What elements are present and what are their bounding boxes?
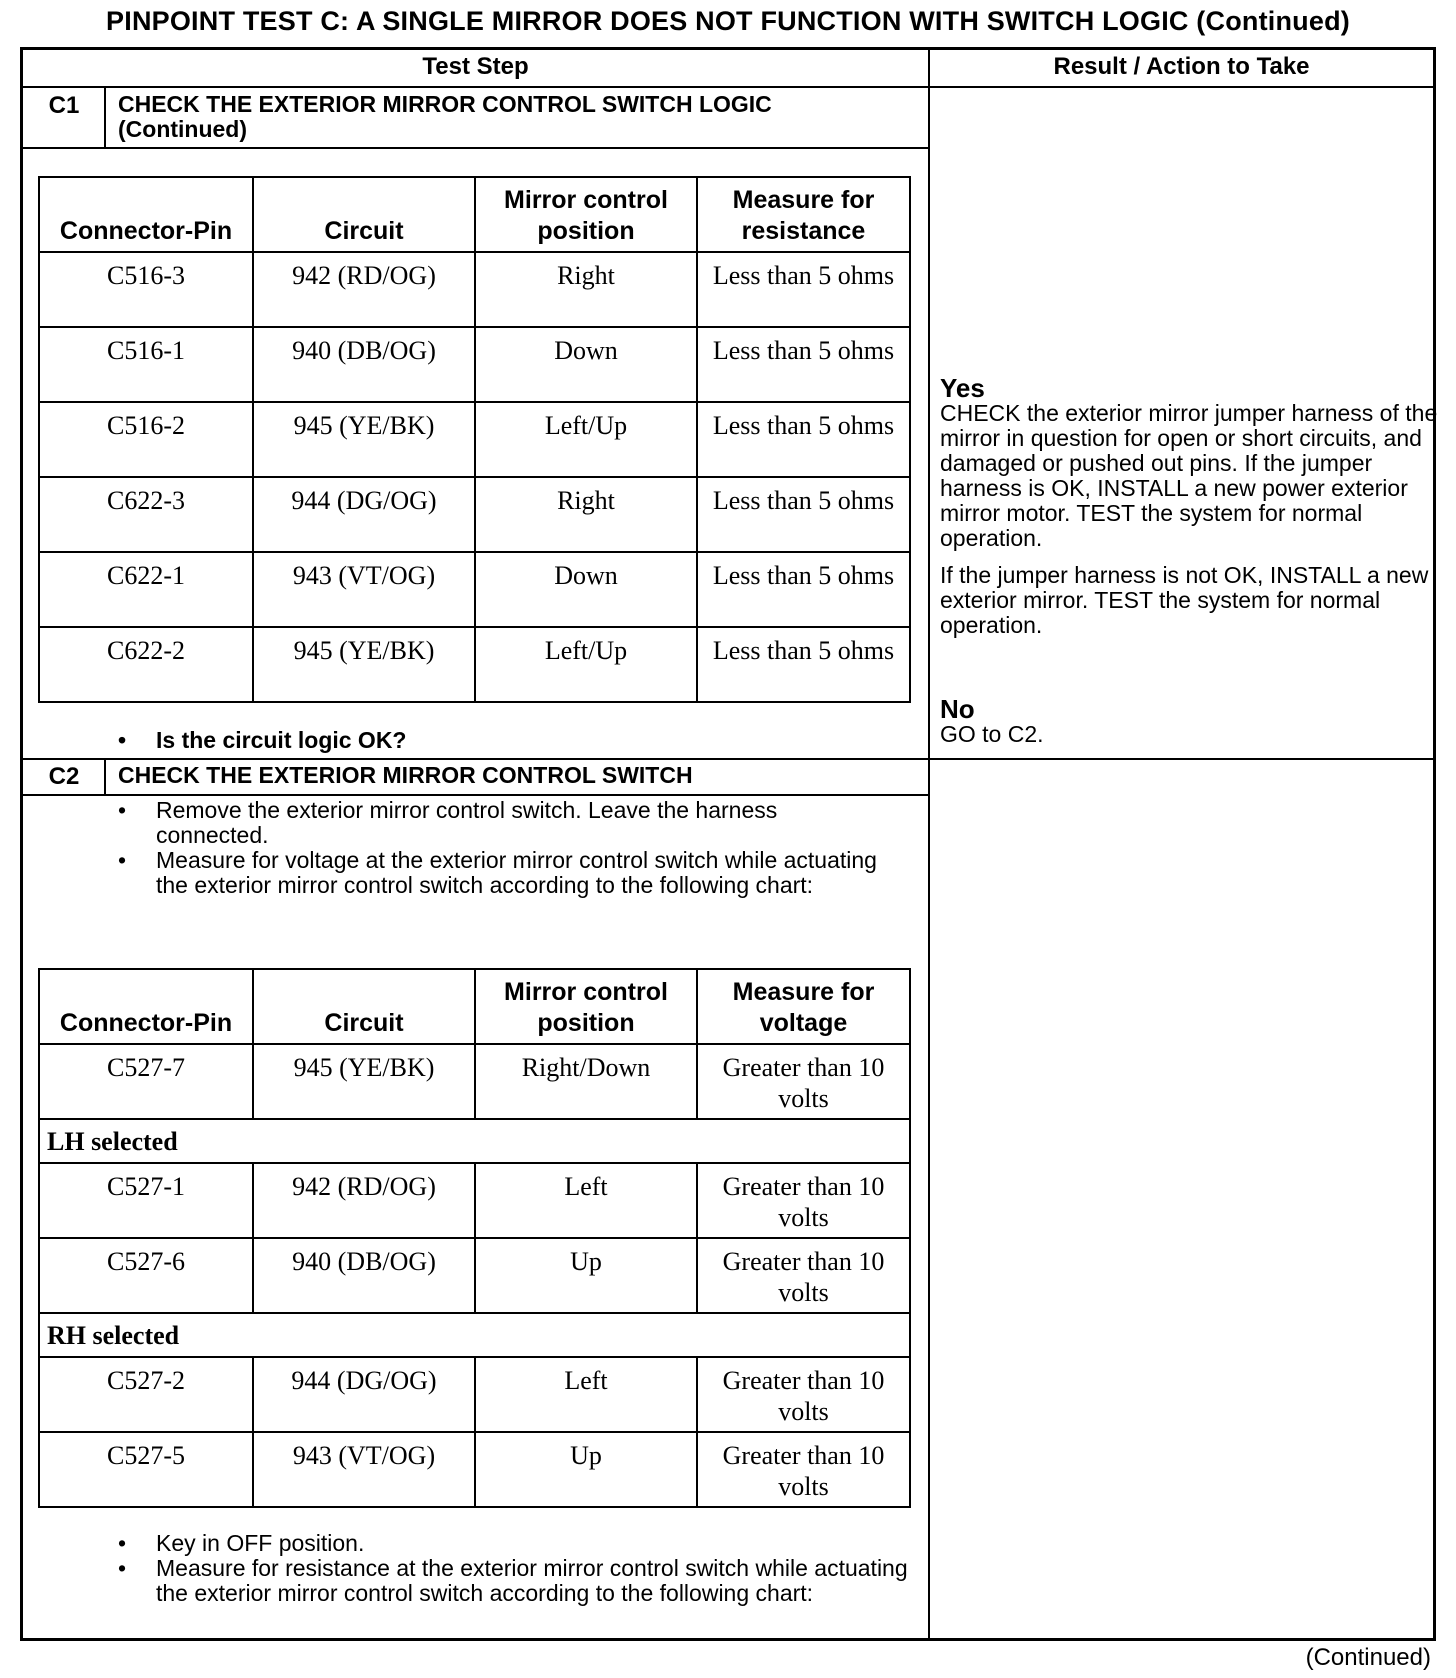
cell-measure: Greater than 10 volts xyxy=(697,1044,910,1119)
list-item xyxy=(118,848,878,898)
cell-connector-pin: C622-1 xyxy=(39,552,253,627)
bullet-dot: • xyxy=(118,1530,127,1556)
footer-continued: (Continued) xyxy=(1305,1644,1431,1671)
cell-position: Left/Up xyxy=(475,627,697,702)
c1-question xyxy=(118,727,406,754)
col-circuit: Circuit xyxy=(253,177,475,252)
cell-position: Right/Down xyxy=(475,1044,697,1119)
c2-instructions-bottom xyxy=(118,1531,908,1606)
cell-measure: Greater than 10 volts xyxy=(697,1432,910,1507)
table-subheader-row xyxy=(39,1119,910,1163)
cell-position: Up xyxy=(475,1432,697,1507)
list-item-text: Remove the exterior mirror control switch. Leave the harness connected. xyxy=(156,797,778,848)
test-step-header: Test Step xyxy=(422,53,529,80)
table-row xyxy=(39,1432,910,1507)
table-subheader-row xyxy=(39,1313,910,1357)
cell-connector-pin: C622-2 xyxy=(39,627,253,702)
step-c2-header-top xyxy=(20,758,1436,760)
frame-column-divider xyxy=(928,47,930,1641)
list-item xyxy=(118,1556,908,1606)
c1-result-no xyxy=(940,694,1440,747)
cell-connector-pin: C527-7 xyxy=(39,1044,253,1119)
cell-circuit: 944 (DG/OG) xyxy=(253,477,475,552)
bullet-dot: • xyxy=(118,1555,127,1581)
bullet-dot: • xyxy=(118,727,127,753)
cell-position: Left xyxy=(475,1357,697,1432)
lh-selected-label: LH selected xyxy=(39,1119,910,1163)
list-item-text: Key in OFF position. xyxy=(156,1530,365,1556)
cell-position: Up xyxy=(475,1238,697,1313)
frame-right xyxy=(1433,47,1436,1641)
cell-measure: Less than 5 ohms xyxy=(697,327,910,402)
step-c1-id: C1 xyxy=(48,92,80,119)
cell-connector-pin: C527-6 xyxy=(39,1238,253,1313)
cell-circuit: 944 (DG/OG) xyxy=(253,1357,475,1432)
cell-measure: Less than 5 ohms xyxy=(697,402,910,477)
cell-connector-pin: C516-3 xyxy=(39,252,253,327)
cell-measure: Greater than 10 volts xyxy=(697,1357,910,1432)
bullet-dot: • xyxy=(118,797,127,823)
col-circuit: Circuit xyxy=(253,969,475,1044)
step-c2-id-divider xyxy=(104,759,106,795)
cell-position: Left/Up xyxy=(475,402,697,477)
cell-circuit: 945 (YE/BK) xyxy=(253,627,475,702)
bullet-dot: • xyxy=(118,847,127,873)
table-row xyxy=(39,252,910,327)
table-row xyxy=(39,1163,910,1238)
cell-position: Right xyxy=(475,477,697,552)
step-c2-title: CHECK THE EXTERIOR MIRROR CONTROL SWITCH xyxy=(118,762,693,788)
c2-instructions-top xyxy=(118,798,878,898)
cell-circuit: 942 (RD/OG) xyxy=(253,1163,475,1238)
cell-connector-pin: C516-1 xyxy=(39,327,253,402)
cell-circuit: 943 (VT/OG) xyxy=(253,1432,475,1507)
cell-connector-pin: C622-3 xyxy=(39,477,253,552)
page-title: PINPOINT TEST C: A SINGLE MIRROR DOES NOT FUNCTION WITH SWITCH LOGIC (Continued) xyxy=(106,6,1350,36)
frame-top xyxy=(20,47,1436,50)
cell-circuit: 945 (YE/BK) xyxy=(253,402,475,477)
col-connector-pin: Connector-Pin xyxy=(39,969,253,1044)
table-row xyxy=(39,477,910,552)
step-c1-title xyxy=(118,92,772,142)
table-row xyxy=(39,1044,910,1119)
cell-measure: Less than 5 ohms xyxy=(697,627,910,702)
cell-circuit: 943 (VT/OG) xyxy=(253,552,475,627)
c1-resistance-table xyxy=(38,176,911,703)
result-header: Result / Action to Take xyxy=(1053,53,1310,80)
cell-measure: Greater than 10 volts xyxy=(697,1238,910,1313)
cell-circuit: 945 (YE/BK) xyxy=(253,1044,475,1119)
table-row xyxy=(39,552,910,627)
c1-question-text: Is the circuit logic OK? xyxy=(156,727,407,753)
table-row xyxy=(39,1238,910,1313)
cell-connector-pin: C516-2 xyxy=(39,402,253,477)
cell-measure: Less than 5 ohms xyxy=(697,552,910,627)
table-header-row xyxy=(39,969,910,1044)
table-header-row xyxy=(39,177,910,252)
c1-result-yes xyxy=(940,373,1440,638)
result-no-text: GO to C2. xyxy=(940,721,1044,747)
frame-bottom xyxy=(20,1638,1436,1641)
result-yes-heading: Yes xyxy=(940,373,985,403)
cell-connector-pin: C527-2 xyxy=(39,1357,253,1432)
step-c1-title-line1: CHECK THE EXTERIOR MIRROR CONTROL SWITCH LOGIC xyxy=(118,91,772,117)
cell-measure: Less than 5 ohms xyxy=(697,477,910,552)
table-row xyxy=(39,627,910,702)
cell-position: Down xyxy=(475,327,697,402)
list-item-text: Measure for resistance at the exterior mirror control switch while actuating the exterior mirror control switch according to the following chart: xyxy=(156,1555,908,1606)
cell-circuit: 940 (DB/OG) xyxy=(253,327,475,402)
list-item xyxy=(118,1531,908,1556)
step-c1-header-bottom xyxy=(20,147,930,149)
cell-circuit: 942 (RD/OG) xyxy=(253,252,475,327)
list-item-text: Measure for voltage at the exterior mirror control switch while actuating the exterior mirror control switch according to the following chart: xyxy=(156,847,877,898)
step-c2-header-bottom xyxy=(20,794,930,796)
frame-header-bottom xyxy=(20,86,1436,88)
step-c2-id: C2 xyxy=(48,763,80,790)
c2-voltage-table xyxy=(38,968,911,1508)
table-row xyxy=(39,402,910,477)
table-row xyxy=(39,327,910,402)
result-yes-text-2: If the jumper harness is not OK, INSTALL a new exterior mirror. TEST the system for normal operation. xyxy=(940,562,1429,638)
col-measure-voltage: Measure for voltage xyxy=(697,969,910,1044)
step-c1-title-line2: (Continued) xyxy=(118,116,248,142)
table-row xyxy=(39,1357,910,1432)
cell-measure: Greater than 10 volts xyxy=(697,1163,910,1238)
col-mirror-position: Mirror control position xyxy=(475,177,697,252)
cell-circuit: 940 (DB/OG) xyxy=(253,1238,475,1313)
result-yes-text: CHECK the exterior mirror jumper harness of the mirror in question for open or short circuits, and damaged or pushed out pins. If the jumper harness is OK, INSTALL a new power exterior mirror motor. TEST the system for normal operation. xyxy=(940,400,1438,551)
result-no-heading: No xyxy=(940,694,975,724)
col-measure-resistance: Measure for resistance xyxy=(697,177,910,252)
rh-selected-label: RH selected xyxy=(39,1313,910,1357)
list-item xyxy=(118,798,878,848)
col-mirror-position: Mirror control position xyxy=(475,969,697,1044)
cell-position: Left xyxy=(475,1163,697,1238)
cell-position: Right xyxy=(475,252,697,327)
frame-left xyxy=(20,47,23,1641)
step-c1-id-divider xyxy=(104,88,106,148)
cell-connector-pin: C527-5 xyxy=(39,1432,253,1507)
col-connector-pin: Connector-Pin xyxy=(39,177,253,252)
cell-position: Down xyxy=(475,552,697,627)
cell-measure: Less than 5 ohms xyxy=(697,252,910,327)
cell-connector-pin: C527-1 xyxy=(39,1163,253,1238)
